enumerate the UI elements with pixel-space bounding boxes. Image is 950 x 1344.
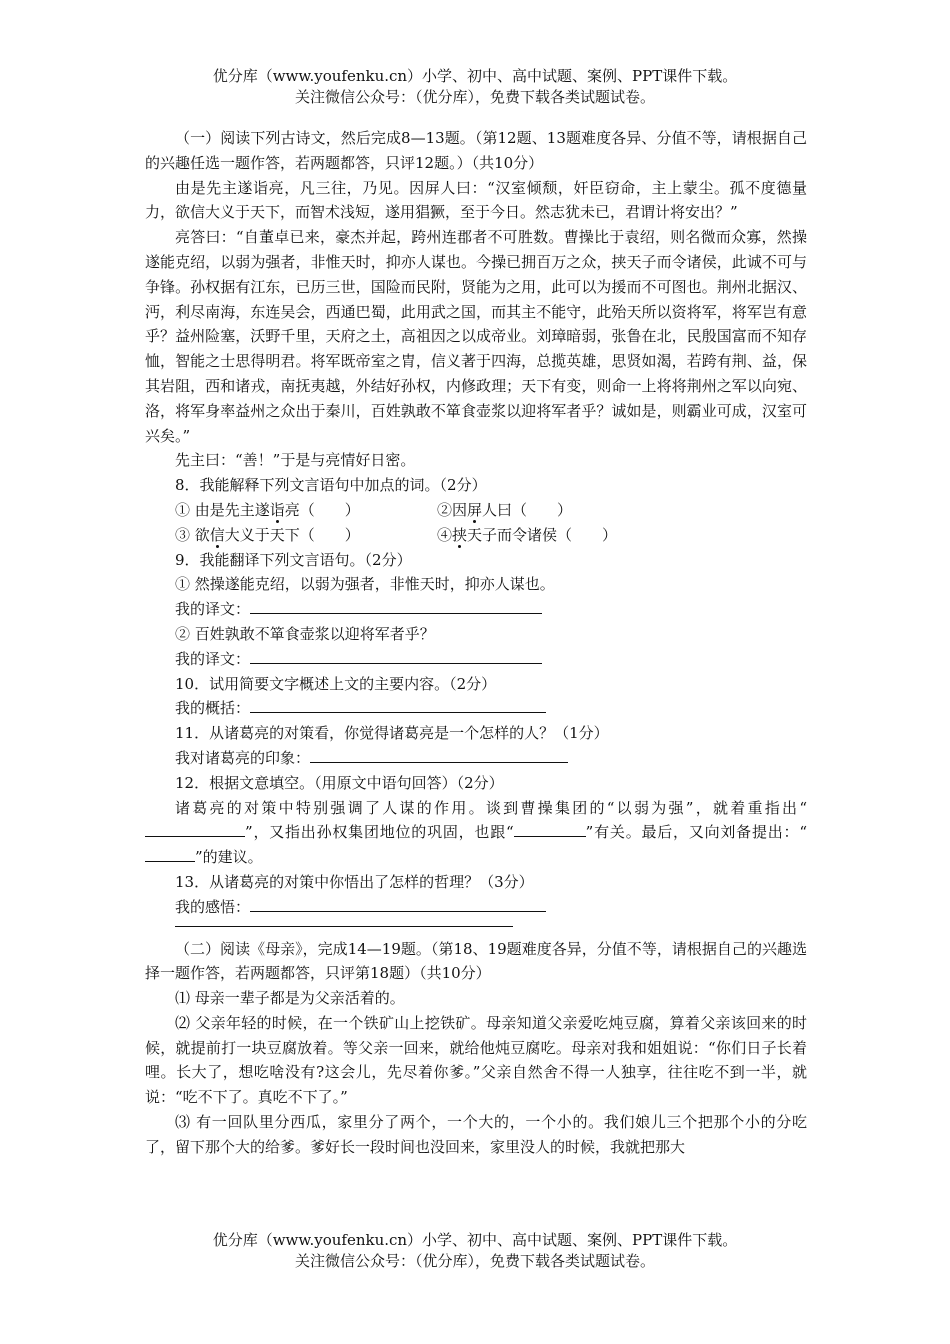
translation-label-1: 我的译文：: [175, 600, 251, 619]
q12-text-a: 诸葛亮的对策中特别强调了人谋的作用。谈到曹操集团的“以弱为强”，就着重指出“: [175, 798, 807, 817]
section2-intro: （二）阅读《母亲》，完成14—19题。（第18、19题难度各异，分值不等，请根据自己的兴趣选择一题作答，若两题都答，只评第18题）（共10分）: [145, 939, 807, 983]
q9-sentence-1: ① 然操遂能克绍，以弱为强者，非惟天时，抑亦人谋也。: [175, 575, 555, 594]
q8-item-4: [437, 523, 617, 548]
q12-blank-2[interactable]: [514, 820, 586, 837]
q11-answer: [175, 746, 807, 771]
q8-item-3-dotted-word: 信: [209, 525, 225, 544]
footer-line-1: 优分库（www.youfenku.cn）小学、初中、高中试题、案例、PPT课件下载。: [212, 1231, 738, 1249]
insight-label: 我的感悟：: [175, 897, 251, 916]
insight-blank[interactable]: [250, 895, 546, 912]
page-header: [0, 66, 950, 108]
question-11: 11．从诸葛亮的对策看，你觉得诸葛亮是一个怎样的人？（1分）: [175, 724, 609, 743]
translation-label-2: 我的译文：: [175, 649, 251, 668]
q8-item-3-post: 大义于天下（ ）: [224, 525, 360, 544]
q8-item-2: [437, 498, 572, 523]
q8-item-1-post: 亮（ ）: [284, 500, 360, 519]
q10-answer: [175, 696, 807, 721]
q8-item-2-post: 人曰（ ）: [482, 500, 573, 519]
q12-text-b: ”，又指出孙权集团地位的巩固，也跟“: [245, 823, 514, 842]
q8-item-1: [175, 498, 437, 523]
header-line-1: 优分库（www.youfenku.cn）小学、初中、高中试题、案例、PPT课件下载。: [212, 67, 738, 85]
section1-intro: （一）阅读下列古诗文，然后完成8—13题。（第12题、13题难度各异、分值不等，请根据自己的兴趣任选一题作答，若两题都答，只评12题。）（共10分）: [145, 129, 807, 172]
q9-answer-2: [175, 647, 807, 672]
q8-item-1-dotted-word: 诣: [269, 500, 285, 519]
q8-item-3: [175, 523, 437, 548]
q12-fill-text: [145, 796, 807, 870]
question-8: 8．我能解释下列文言语句中加点的词。（2分）: [175, 476, 487, 495]
summary-label: 我的概括：: [175, 699, 251, 718]
passage-paragraph-2: 亮答曰：“自董卓已来，豪杰并起，跨州连郡者不可胜数。曹操比于袁绍，则名微而众寡，然操遂能克绍，以弱为强者，非惟天时，抑亦人谋也。今操已拥百万之众，挟天子而令诸侯，此诚不可与争锋。孙权据有江东，已历三世，国险而民附，贤能为之用，此可以为援而不可图也。荆州北据汉、沔，利尽南海，东连吴会，西通巴蜀，此用武之国，而其主不能守，此殆天所以资将军，将军岂有意乎？益州险塞，沃野千里，天府之土，高祖因之以成帝业。刘璋暗弱，张鲁在北，民殷国富而不知存恤，智能之士思得明君。将军既帝室之胄，信义著于四海，总揽英雄，思贤如渴，若跨有荆、益，保其岩阻，西和诸戎，南抚夷越，外结好孙权，内修政理；天下有变，则命一上将将荆州之军以向宛、洛，将军身率益州之众出于秦川，百姓孰敢不箪食壶浆以迎将军者乎？诚如是，则霸业可成，汉室可兴矣。”: [145, 228, 807, 445]
q8-item-4-dotted-word: 挟: [452, 525, 468, 544]
q8-item-1-pre: ① 由是先主遂: [175, 500, 270, 519]
header-line-2: 关注微信公众号：（优分库），免费下载各类试题试卷。: [294, 88, 655, 106]
q12-text-c: ”有关。最后，又向刘备提出：“: [585, 823, 807, 842]
q8-item-2-pre: ②因: [437, 500, 468, 519]
story-paragraph-1: ⑴ 母亲一辈子都是为父亲活着的。: [175, 989, 405, 1008]
insight-blank-extra[interactable]: [175, 920, 513, 927]
q8-item-4-pre: ④: [437, 525, 453, 544]
question-10: 10．试用简要文字概述上文的主要内容。（2分）: [175, 674, 497, 693]
q9-answer-1: [175, 597, 807, 622]
question-13: 13．从诸葛亮的对策中你悟出了怎样的哲理？（3分）: [175, 872, 534, 891]
story-paragraph-3: ⑶ 有一回队里分西瓜，家里分了两个，一个大的，一个小的。我们娘儿三个把那个小的分吃了，留下那个大的给爹。爹好长一段时间也没回来，家里没人的时候，我就把那大: [145, 1113, 807, 1156]
q12-blank-1[interactable]: [145, 820, 245, 837]
q8-item-4-post: 天子而令诸侯（ ）: [467, 525, 618, 544]
passage-paragraph-3: 先主曰：“善！”于是与亮情好日密。: [175, 451, 416, 470]
q13-answer: [175, 895, 807, 920]
main-content: [145, 126, 807, 1160]
q8-item-3-pre: ③ 欲: [175, 525, 210, 544]
page-footer: [0, 1230, 950, 1272]
translation-blank-2[interactable]: [250, 647, 542, 664]
q12-blank-3[interactable]: [145, 845, 195, 862]
q8-item-2-dotted-word: 屏: [467, 500, 483, 519]
impression-label: 我对诸葛亮的印象：: [175, 748, 311, 767]
q8-row-1: [175, 498, 807, 523]
passage-paragraph-1: 由是先主遂诣亮，凡三往，乃见。因屏人曰：“汉室倾颓，奸臣窃命，主上蒙尘。孤不度德量力，欲信大义于天下，而智术浅短，遂用猖獗，至于今日。然志犹未已，君谓计将安出？”: [145, 178, 807, 222]
impression-blank[interactable]: [310, 746, 568, 763]
story-paragraph-2: ⑵ 父亲年轻的时候，在一个铁矿山上挖铁矿。母亲知道父亲爱吃炖豆腐，算着父亲该回来的时候，就提前打一块豆腐放着。等父亲一回来，就给他炖豆腐吃。母亲对我和姐姐说：“你们日子长着哩。长大了，想吃啥没有?这会儿，先尽着你爹。”父亲自然舍不得一人独享，往往吃不到一半，就说：“吃不下了。真吃不下了。”: [145, 1013, 807, 1107]
q8-row-2: [175, 523, 807, 548]
section-gap: [145, 927, 807, 937]
question-12: 12．根据文意填空。（用原文中语句回答）（2分）: [175, 773, 504, 792]
footer-line-2: 关注微信公众号：（优分库），免费下载各类试题试卷。: [294, 1252, 655, 1270]
summary-blank[interactable]: [250, 696, 546, 713]
translation-blank-1[interactable]: [250, 597, 542, 614]
q12-text-d: ”的建议。: [195, 848, 263, 867]
question-9: 9．我能翻译下列文言语句。（2分）: [175, 550, 412, 569]
q9-sentence-2: ② 百姓孰敢不箪食壶浆以迎将军者乎？: [175, 624, 435, 643]
